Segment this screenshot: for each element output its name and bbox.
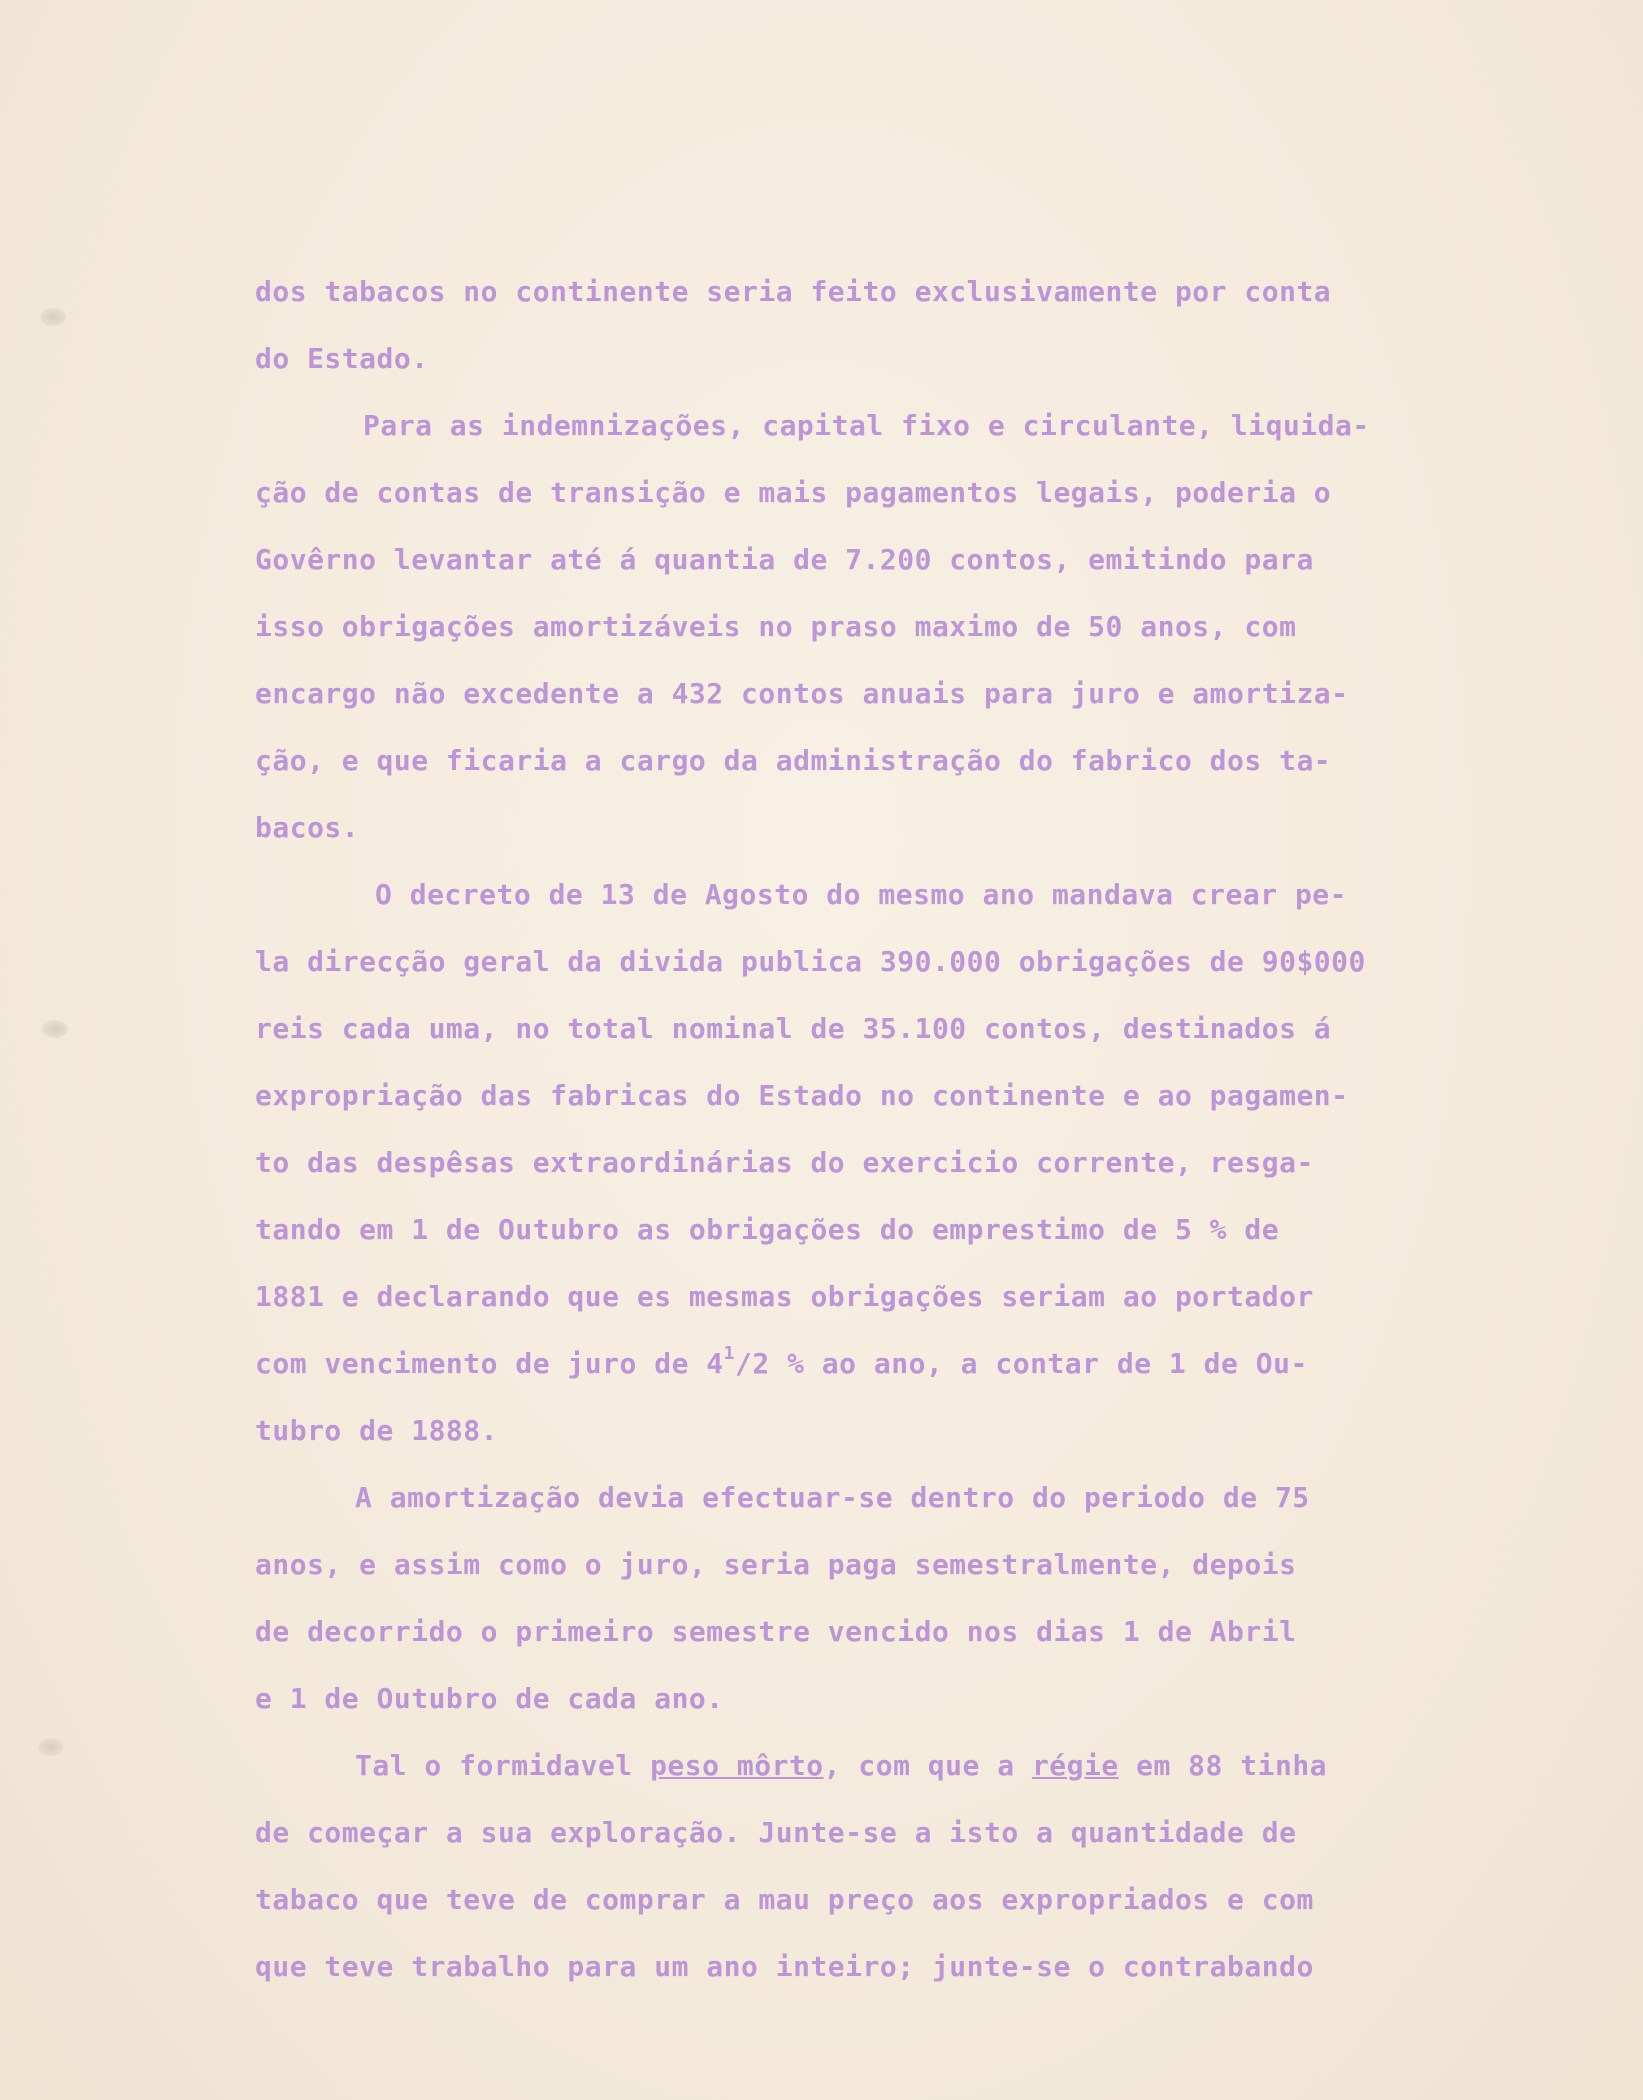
text-line: tubro de 1888. [255,1414,499,1447]
text-line: A amortização devia efectuar-se dentro do periodo de 75 [355,1481,1310,1514]
punch-hole-middle [42,1020,68,1038]
text-line: tando em 1 de Outubro as obrigações do emprestimo de 5 % de [255,1213,1280,1246]
underlined-phrase: peso môrto [650,1749,824,1782]
text-line: dos tabacos no continente seria feito exclusivamente por conta [255,275,1332,308]
text-segment: Tal o formidavel [355,1749,651,1782]
text-line: ção de contas de transição e mais pagamentos legais, poderia o [255,476,1332,509]
text-line: de começar a sua exploração. Junte-se a isto a quantidade de [255,1816,1297,1849]
text-line: de decorrido o primeiro semestre vencido nos dias 1 de Abril [255,1615,1297,1648]
punch-hole-top [40,308,66,326]
punch-hole-bottom [38,1738,64,1756]
underlined-word: régie [1031,1749,1119,1782]
text-line [255,1330,1565,1397]
text-segment: em 88 tinha [1118,1749,1328,1782]
text-line: anos, e assim como o juro, seria paga semestralmente, depois [255,1548,1297,1581]
text-line: 1881 e declarando que es mesmas obrigações seriam ao portador [255,1280,1314,1313]
superscript-one: 1 [723,1343,735,1364]
text-line: que teve trabalho para um ano inteiro; junte-se o contrabando [255,1950,1314,1983]
text-segment: com vencimento de juro de 4 [255,1347,724,1380]
text-line: e 1 de Outubro de cada ano. [255,1682,724,1715]
text-line: la direcção geral da divida publica 390.000 obrigações de 90$000 [255,945,1366,978]
text-line: tabaco que teve de comprar a mau preço aos expropriados e com [255,1883,1314,1916]
text-line: ção, e que ficaria a cargo da administração do fabrico dos ta- [255,744,1332,777]
text-line: do Estado. [255,342,429,375]
text-line: Para as indemnizações, capital fixo e circulante, liquida- [363,409,1370,442]
text-line: bacos. [255,811,360,844]
text-line [255,1732,1565,1799]
text-line: expropriação das fabricas do Estado no continente e ao pagamen- [255,1079,1349,1112]
typed-text-body [255,258,1565,2000]
text-line: isso obrigações amortizáveis no praso maximo de 50 anos, com [255,610,1297,643]
text-segment: /2 % ao ano, a contar de 1 de Ou- [735,1347,1308,1380]
text-line: encargo não excedente a 432 contos anuais para juro e amortiza- [255,677,1349,710]
text-line: O decreto de 13 de Agosto do mesmo ano mandava crear pe- [375,878,1348,911]
text-line: to das despêsas extraordinárias do exercicio corrente, resga- [255,1146,1314,1179]
text-segment: , com que a [823,1749,1032,1782]
text-line: Govêrno levantar até á quantia de 7.200 contos, emitindo para [255,543,1314,576]
text-line: reis cada uma, no total nominal de 35.100 contos, destinados á [255,1012,1332,1045]
